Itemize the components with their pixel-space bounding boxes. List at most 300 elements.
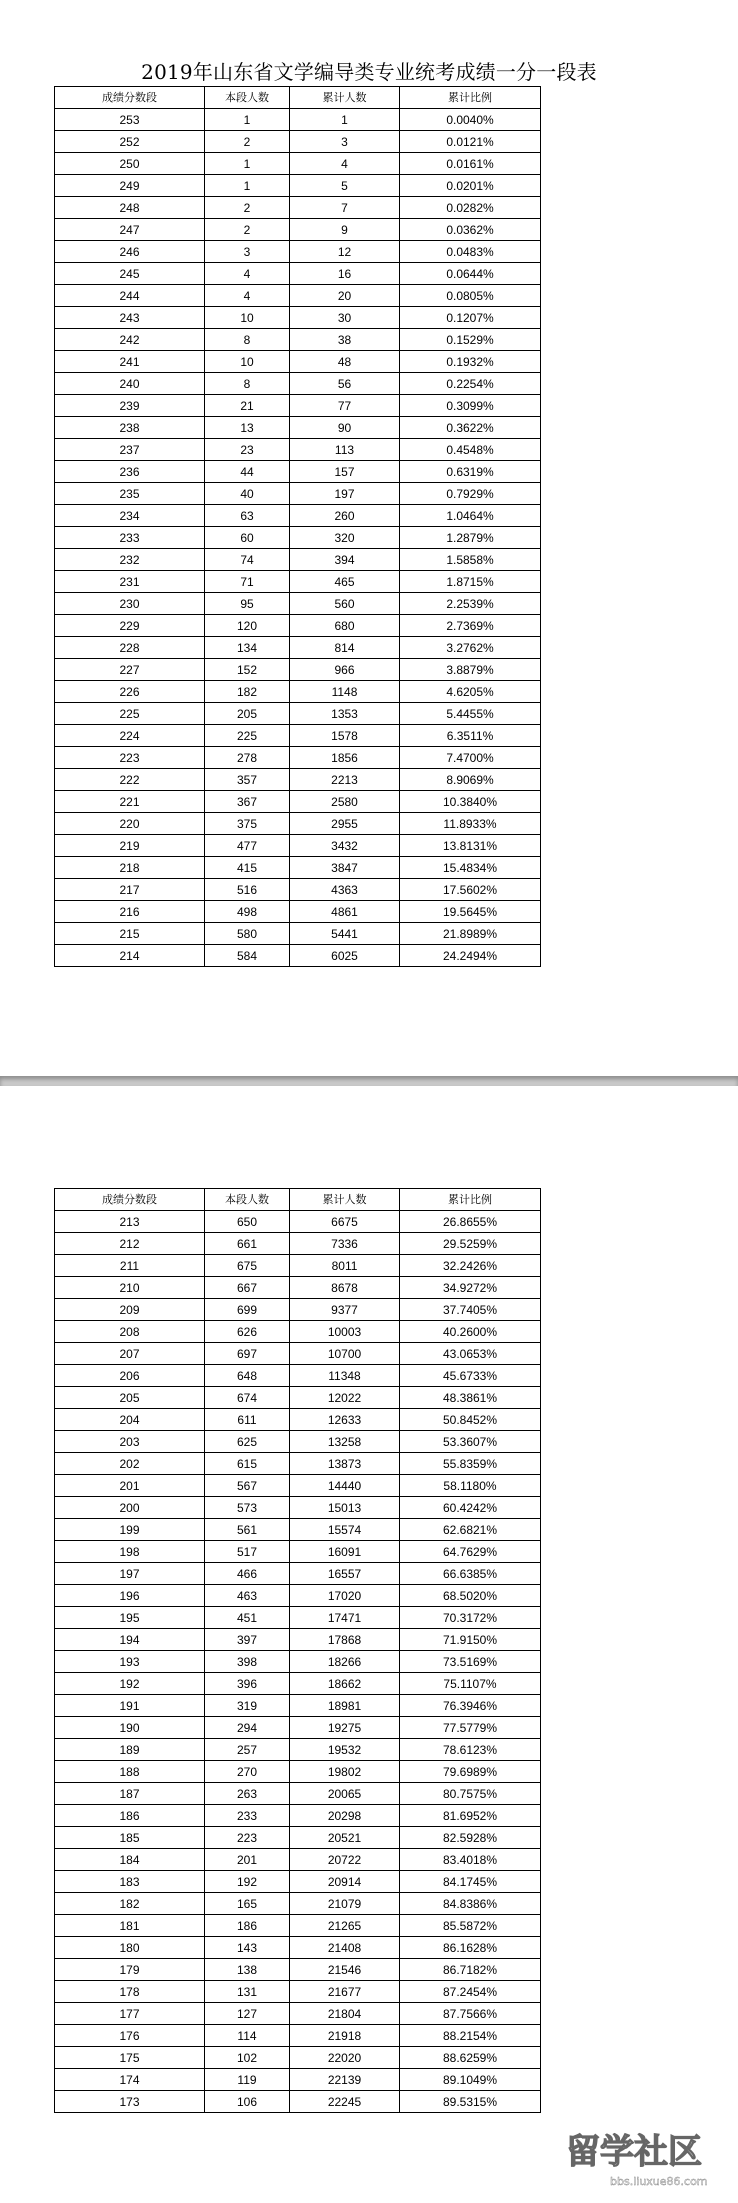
cell-score: 248: [55, 197, 205, 219]
table-row: [55, 483, 541, 505]
table-row: [55, 1739, 541, 1761]
cell-ratio: 17.5602%: [400, 879, 541, 901]
cell-ratio: 89.1049%: [400, 2069, 541, 2091]
cell-score: 215: [55, 923, 205, 945]
cell-ratio: 85.5872%: [400, 1915, 541, 1937]
cell-ratio: 1.8715%: [400, 571, 541, 593]
cell-cumulative: 22245: [290, 2091, 400, 2113]
cell-ratio: 7.4700%: [400, 747, 541, 769]
cell-ratio: 58.1180%: [400, 1475, 541, 1497]
table-row: [55, 1761, 541, 1783]
cell-ratio: 68.5020%: [400, 1585, 541, 1607]
cell-count: 573: [205, 1497, 290, 1519]
table-row: [55, 1805, 541, 1827]
header-ratio: 累计比例: [400, 87, 541, 109]
cell-cumulative: 9377: [290, 1299, 400, 1321]
cell-count: 138: [205, 1959, 290, 1981]
cell-score: 229: [55, 615, 205, 637]
cell-count: 278: [205, 747, 290, 769]
table-row: [55, 2091, 541, 2113]
cell-count: 44: [205, 461, 290, 483]
cell-score: 177: [55, 2003, 205, 2025]
cell-cumulative: 14440: [290, 1475, 400, 1497]
cell-count: 516: [205, 879, 290, 901]
cell-cumulative: 157: [290, 461, 400, 483]
table-row: [55, 2069, 541, 2091]
cell-cumulative: 20722: [290, 1849, 400, 1871]
cell-count: 398: [205, 1651, 290, 1673]
cell-ratio: 0.1932%: [400, 351, 541, 373]
table-row: [55, 197, 541, 219]
cell-count: 119: [205, 2069, 290, 2091]
cell-ratio: 87.2454%: [400, 1981, 541, 2003]
cell-cumulative: 560: [290, 593, 400, 615]
cell-cumulative: 12633: [290, 1409, 400, 1431]
cell-count: 396: [205, 1673, 290, 1695]
cell-count: 626: [205, 1321, 290, 1343]
table-row: [55, 1541, 541, 1563]
cell-cumulative: 7: [290, 197, 400, 219]
table-row: [55, 1673, 541, 1695]
cell-cumulative: 6025: [290, 945, 400, 967]
cell-ratio: 13.8131%: [400, 835, 541, 857]
cell-count: 201: [205, 1849, 290, 1871]
table-row: [55, 1497, 541, 1519]
cell-ratio: 50.8452%: [400, 1409, 541, 1431]
cell-count: 60: [205, 527, 290, 549]
table-row: [55, 1321, 541, 1343]
cell-score: 189: [55, 1739, 205, 1761]
cell-score: 252: [55, 131, 205, 153]
cell-cumulative: 77: [290, 395, 400, 417]
cell-ratio: 45.6733%: [400, 1365, 541, 1387]
cell-ratio: 0.0362%: [400, 219, 541, 241]
table-row: [55, 1783, 541, 1805]
cell-score: 225: [55, 703, 205, 725]
table-row: [55, 329, 541, 351]
cell-cumulative: 260: [290, 505, 400, 527]
cell-score: 198: [55, 1541, 205, 1563]
cell-ratio: 81.6952%: [400, 1805, 541, 1827]
cell-cumulative: 90: [290, 417, 400, 439]
cell-count: 466: [205, 1563, 290, 1585]
cell-ratio: 4.6205%: [400, 681, 541, 703]
cell-cumulative: 56: [290, 373, 400, 395]
table-body: [55, 109, 541, 967]
cell-ratio: 48.3861%: [400, 1387, 541, 1409]
cell-ratio: 60.4242%: [400, 1497, 541, 1519]
cell-count: 580: [205, 923, 290, 945]
cell-cumulative: 1: [290, 109, 400, 131]
cell-score: 222: [55, 769, 205, 791]
table-row: [55, 241, 541, 263]
cell-ratio: 8.9069%: [400, 769, 541, 791]
watermark-brand: 留学社区: [566, 2132, 702, 2172]
cell-cumulative: 3432: [290, 835, 400, 857]
table-row: [55, 725, 541, 747]
cell-count: 114: [205, 2025, 290, 2047]
table-row: [55, 439, 541, 461]
cell-ratio: 26.8655%: [400, 1211, 541, 1233]
cell-count: 699: [205, 1299, 290, 1321]
cell-cumulative: 197: [290, 483, 400, 505]
cell-ratio: 11.8933%: [400, 813, 541, 835]
table-row: [55, 1409, 541, 1431]
table-row: [55, 1981, 541, 2003]
cell-score: 241: [55, 351, 205, 373]
cell-cumulative: 13873: [290, 1453, 400, 1475]
cell-score: 174: [55, 2069, 205, 2091]
cell-cumulative: 16: [290, 263, 400, 285]
cell-score: 218: [55, 857, 205, 879]
cell-count: 1: [205, 109, 290, 131]
cell-count: 8: [205, 329, 290, 351]
cell-ratio: 71.9150%: [400, 1629, 541, 1651]
cell-ratio: 0.1529%: [400, 329, 541, 351]
cell-score: 202: [55, 1453, 205, 1475]
table-row: [55, 1299, 541, 1321]
cell-score: 211: [55, 1255, 205, 1277]
cell-score: 195: [55, 1607, 205, 1629]
cell-score: 205: [55, 1387, 205, 1409]
cell-ratio: 0.0282%: [400, 197, 541, 219]
cell-count: 367: [205, 791, 290, 813]
cell-score: 188: [55, 1761, 205, 1783]
cell-ratio: 19.5645%: [400, 901, 541, 923]
cell-ratio: 62.6821%: [400, 1519, 541, 1541]
table-row: [55, 1387, 541, 1409]
cell-cumulative: 20298: [290, 1805, 400, 1827]
cell-count: 4: [205, 263, 290, 285]
cell-ratio: 66.6385%: [400, 1563, 541, 1585]
cell-count: 134: [205, 637, 290, 659]
cell-cumulative: 1856: [290, 747, 400, 769]
cell-ratio: 83.4018%: [400, 1849, 541, 1871]
table-row: [55, 1937, 541, 1959]
cell-cumulative: 38: [290, 329, 400, 351]
cell-cumulative: 17020: [290, 1585, 400, 1607]
cell-score: 185: [55, 1827, 205, 1849]
cell-score: 237: [55, 439, 205, 461]
document-page-1: [0, 0, 738, 1076]
cell-count: 2: [205, 219, 290, 241]
table-row: [55, 549, 541, 571]
cell-count: 477: [205, 835, 290, 857]
cell-count: 63: [205, 505, 290, 527]
cell-count: 8: [205, 373, 290, 395]
site-watermark-logo: [562, 2123, 730, 2195]
cell-ratio: 79.6989%: [400, 1761, 541, 1783]
cell-score: 179: [55, 1959, 205, 1981]
table-row: [55, 1277, 541, 1299]
cell-count: 186: [205, 1915, 290, 1937]
cell-cumulative: 2580: [290, 791, 400, 813]
cell-cumulative: 680: [290, 615, 400, 637]
cell-score: 233: [55, 527, 205, 549]
table-row: [55, 747, 541, 769]
cell-cumulative: 18662: [290, 1673, 400, 1695]
cell-cumulative: 12022: [290, 1387, 400, 1409]
table-row: [55, 351, 541, 373]
cell-score: 216: [55, 901, 205, 923]
cell-cumulative: 2955: [290, 813, 400, 835]
table-row: [55, 1915, 541, 1937]
cell-count: 650: [205, 1211, 290, 1233]
cell-ratio: 89.5315%: [400, 2091, 541, 2113]
cell-count: 74: [205, 549, 290, 571]
cell-score: 203: [55, 1431, 205, 1453]
cell-score: 187: [55, 1783, 205, 1805]
table-row: [55, 1255, 541, 1277]
table-row: [55, 527, 541, 549]
cell-cumulative: 1578: [290, 725, 400, 747]
cell-ratio: 86.7182%: [400, 1959, 541, 1981]
document-page-2: [0, 1086, 738, 2203]
cell-cumulative: 16557: [290, 1563, 400, 1585]
cell-cumulative: 7336: [290, 1233, 400, 1255]
cell-ratio: 70.3172%: [400, 1607, 541, 1629]
cell-count: 611: [205, 1409, 290, 1431]
table-row: [55, 219, 541, 241]
cell-cumulative: 17868: [290, 1629, 400, 1651]
cell-cumulative: 20065: [290, 1783, 400, 1805]
cell-score: 180: [55, 1937, 205, 1959]
cell-cumulative: 966: [290, 659, 400, 681]
cell-count: 451: [205, 1607, 290, 1629]
cell-count: 661: [205, 1233, 290, 1255]
cell-count: 517: [205, 1541, 290, 1563]
cell-score: 246: [55, 241, 205, 263]
cell-count: 23: [205, 439, 290, 461]
cell-ratio: 0.2254%: [400, 373, 541, 395]
cell-count: 223: [205, 1827, 290, 1849]
cell-ratio: 0.0644%: [400, 263, 541, 285]
table-row: [55, 1453, 541, 1475]
table-row: [55, 1365, 541, 1387]
cell-cumulative: 320: [290, 527, 400, 549]
cell-score: 243: [55, 307, 205, 329]
cell-cumulative: 394: [290, 549, 400, 571]
header-cumulative: 累计人数: [290, 87, 400, 109]
header-count: 本段人数: [205, 87, 290, 109]
cell-ratio: 32.2426%: [400, 1255, 541, 1277]
cell-ratio: 29.5259%: [400, 1233, 541, 1255]
table-row: [55, 395, 541, 417]
cell-count: 625: [205, 1431, 290, 1453]
cell-count: 4: [205, 285, 290, 307]
cell-count: 263: [205, 1783, 290, 1805]
cell-ratio: 53.3607%: [400, 1431, 541, 1453]
cell-cumulative: 17471: [290, 1607, 400, 1629]
cell-cumulative: 16091: [290, 1541, 400, 1563]
cell-score: 182: [55, 1893, 205, 1915]
cell-count: 225: [205, 725, 290, 747]
table-row: [55, 923, 541, 945]
cell-ratio: 76.3946%: [400, 1695, 541, 1717]
cell-count: 2: [205, 197, 290, 219]
table-row: [55, 373, 541, 395]
cell-score: 200: [55, 1497, 205, 1519]
table-row: [55, 461, 541, 483]
table-row: [55, 417, 541, 439]
cell-count: 319: [205, 1695, 290, 1717]
cell-count: 3: [205, 241, 290, 263]
cell-ratio: 2.2539%: [400, 593, 541, 615]
cell-score: 197: [55, 1563, 205, 1585]
cell-score: 245: [55, 263, 205, 285]
table-row: [55, 769, 541, 791]
cell-cumulative: 21079: [290, 1893, 400, 1915]
cell-ratio: 0.3622%: [400, 417, 541, 439]
table-row: [55, 1827, 541, 1849]
cell-count: 567: [205, 1475, 290, 1497]
cell-count: 584: [205, 945, 290, 967]
cell-ratio: 21.8989%: [400, 923, 541, 945]
cell-count: 13: [205, 417, 290, 439]
cell-cumulative: 814: [290, 637, 400, 659]
cell-ratio: 73.5169%: [400, 1651, 541, 1673]
cell-count: 463: [205, 1585, 290, 1607]
cell-ratio: 64.7629%: [400, 1541, 541, 1563]
table-row: [55, 1431, 541, 1453]
cell-score: 217: [55, 879, 205, 901]
cell-count: 1: [205, 153, 290, 175]
table-row: [55, 1695, 541, 1717]
cell-cumulative: 30: [290, 307, 400, 329]
header-count: 本段人数: [205, 1189, 290, 1211]
cell-score: 223: [55, 747, 205, 769]
cell-cumulative: 15574: [290, 1519, 400, 1541]
table-row: [55, 1519, 541, 1541]
cell-cumulative: 8011: [290, 1255, 400, 1277]
cell-count: 257: [205, 1739, 290, 1761]
cell-ratio: 0.0805%: [400, 285, 541, 307]
table-row: [55, 1233, 541, 1255]
cell-score: 213: [55, 1211, 205, 1233]
cell-cumulative: 18266: [290, 1651, 400, 1673]
cell-cumulative: 10700: [290, 1343, 400, 1365]
cell-count: 95: [205, 593, 290, 615]
cell-score: 206: [55, 1365, 205, 1387]
cell-score: 214: [55, 945, 205, 967]
cell-count: 270: [205, 1761, 290, 1783]
cell-score: 224: [55, 725, 205, 747]
header-ratio: 累计比例: [400, 1189, 541, 1211]
cell-ratio: 88.6259%: [400, 2047, 541, 2069]
table-row: [55, 1343, 541, 1365]
cell-cumulative: 5: [290, 175, 400, 197]
cell-cumulative: 4: [290, 153, 400, 175]
cell-count: 106: [205, 2091, 290, 2113]
cell-score: 199: [55, 1519, 205, 1541]
cell-count: 674: [205, 1387, 290, 1409]
table-row: [55, 2025, 541, 2047]
table-row: [55, 945, 541, 967]
table-row: [55, 703, 541, 725]
cell-score: 242: [55, 329, 205, 351]
cell-count: 615: [205, 1453, 290, 1475]
page-title: 2019年山东省文学编导类专业统考成绩一分一段表: [141, 60, 597, 84]
cell-ratio: 77.5779%: [400, 1717, 541, 1739]
cell-ratio: 0.3099%: [400, 395, 541, 417]
cell-score: 173: [55, 2091, 205, 2113]
table-row: [55, 879, 541, 901]
table-row: [55, 1629, 541, 1651]
cell-score: 181: [55, 1915, 205, 1937]
cell-ratio: 0.0040%: [400, 109, 541, 131]
cell-count: 675: [205, 1255, 290, 1277]
cell-score: 201: [55, 1475, 205, 1497]
table-row: [55, 1717, 541, 1739]
cell-cumulative: 1353: [290, 703, 400, 725]
cell-cumulative: 4363: [290, 879, 400, 901]
watermark-url: bbs.liuxue86.com: [610, 2175, 708, 2188]
cell-score: 209: [55, 1299, 205, 1321]
cell-cumulative: 5441: [290, 923, 400, 945]
cell-score: 196: [55, 1585, 205, 1607]
cell-score: 253: [55, 109, 205, 131]
cell-cumulative: 465: [290, 571, 400, 593]
table-row: [55, 1871, 541, 1893]
table-row: [55, 791, 541, 813]
score-table-page-2: [54, 1188, 541, 2113]
cell-count: 102: [205, 2047, 290, 2069]
cell-cumulative: 21677: [290, 1981, 400, 2003]
table-row: [55, 1893, 541, 1915]
cell-score: 207: [55, 1343, 205, 1365]
cell-count: 205: [205, 703, 290, 725]
cell-ratio: 40.2600%: [400, 1321, 541, 1343]
cell-cumulative: 3: [290, 131, 400, 153]
cell-cumulative: 9: [290, 219, 400, 241]
cell-cumulative: 21918: [290, 2025, 400, 2047]
cell-ratio: 6.3511%: [400, 725, 541, 747]
cell-count: 375: [205, 813, 290, 835]
table-row: [55, 131, 541, 153]
cell-score: 208: [55, 1321, 205, 1343]
table-row: [55, 109, 541, 131]
cell-ratio: 1.0464%: [400, 505, 541, 527]
cell-score: 192: [55, 1673, 205, 1695]
cell-score: 250: [55, 153, 205, 175]
header-cumulative: 累计人数: [290, 1189, 400, 1211]
cell-ratio: 0.0161%: [400, 153, 541, 175]
cell-cumulative: 22139: [290, 2069, 400, 2091]
cell-score: 240: [55, 373, 205, 395]
cell-ratio: 78.6123%: [400, 1739, 541, 1761]
cell-score: 232: [55, 549, 205, 571]
cell-ratio: 34.9272%: [400, 1277, 541, 1299]
cell-cumulative: 1148: [290, 681, 400, 703]
cell-score: 219: [55, 835, 205, 857]
cell-ratio: 10.3840%: [400, 791, 541, 813]
cell-ratio: 88.2154%: [400, 2025, 541, 2047]
table-row: [55, 175, 541, 197]
table-body: [55, 1211, 541, 2113]
cell-cumulative: 22020: [290, 2047, 400, 2069]
table-row: [55, 1563, 541, 1585]
cell-ratio: 3.2762%: [400, 637, 541, 659]
header-score: 成绩分数段: [55, 87, 205, 109]
table-row: [55, 901, 541, 923]
cell-score: 238: [55, 417, 205, 439]
cell-score: 239: [55, 395, 205, 417]
cell-count: 120: [205, 615, 290, 637]
cell-score: 231: [55, 571, 205, 593]
cell-ratio: 0.4548%: [400, 439, 541, 461]
cell-ratio: 82.5928%: [400, 1827, 541, 1849]
table-row: [55, 1585, 541, 1607]
